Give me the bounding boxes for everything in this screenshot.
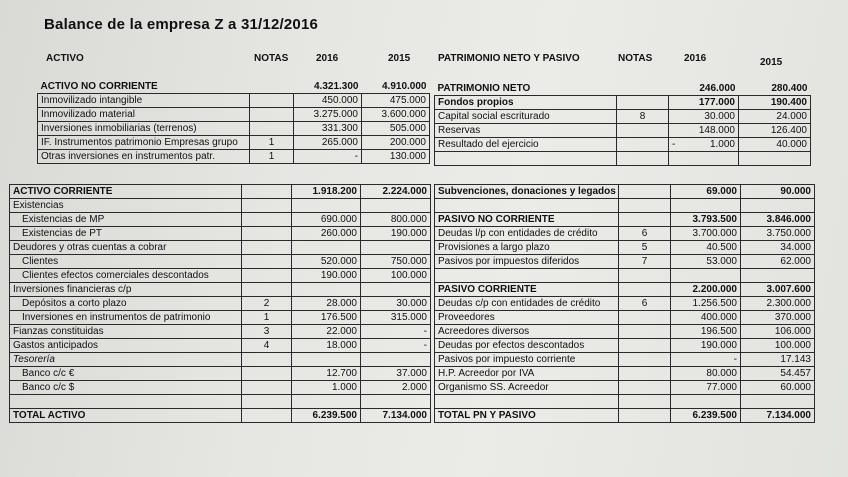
- row-value-2016: [292, 297, 361, 311]
- anc-total-2016: 4.321.300: [314, 81, 359, 92]
- row-value-2015: 200.000: [362, 136, 430, 150]
- row-value-2015: 17.143: [741, 353, 815, 367]
- anc-title: ACTIVO NO CORRIENTE: [40, 81, 158, 92]
- row-nota: 1: [242, 311, 292, 325]
- row-value-2016: [669, 152, 739, 166]
- row-value-2016: [671, 353, 741, 367]
- row-value-2015: 2.000: [361, 381, 431, 395]
- row-value-2016: [292, 255, 361, 269]
- row-label: Existencias de PT: [10, 227, 242, 241]
- value-text: 12.700: [326, 368, 357, 379]
- table-row: [435, 325, 815, 339]
- row-label: [435, 199, 619, 213]
- table-row: [435, 395, 815, 409]
- row-value-2016: [294, 122, 362, 136]
- row-value-2016: [671, 269, 741, 283]
- row-value-2015: -: [361, 325, 431, 339]
- value-text: 80.000: [706, 368, 737, 379]
- value-text: 40.500: [706, 242, 737, 253]
- row-value-2016: [292, 367, 361, 381]
- table-row: [10, 255, 431, 269]
- table-row: [435, 138, 811, 152]
- table-row: [10, 367, 431, 381]
- row-value-2015: 62.000: [741, 255, 815, 269]
- row-value-2015: [741, 269, 815, 283]
- table-row: [435, 297, 815, 311]
- table-row: [435, 381, 815, 395]
- row-value-2016: [294, 94, 362, 108]
- header-notas-left: NOTAS: [254, 53, 289, 64]
- header-notas-right: NOTAS: [618, 53, 653, 64]
- value-text: 1.256.500: [692, 298, 737, 309]
- ac-total-2016: 1.918.200: [292, 185, 361, 199]
- row-label: Gastos anticipados: [10, 339, 242, 353]
- row-nota: 1: [250, 136, 294, 150]
- row-nota: [242, 199, 292, 213]
- row-value-2015: 750.000: [361, 255, 431, 269]
- table-row: [10, 227, 431, 241]
- value-text: -: [733, 354, 737, 365]
- ac-total-2015: 2.224.000: [361, 185, 431, 199]
- row-value-2016: [292, 325, 361, 339]
- row-value-2016: [671, 241, 741, 255]
- table-row: [10, 339, 431, 353]
- row-label: Proveedores: [435, 311, 619, 325]
- row-nota: [619, 199, 671, 213]
- table-row: [435, 227, 815, 241]
- pasivo-table: [434, 184, 815, 423]
- table-row: [435, 152, 811, 166]
- row-value-2015: [361, 283, 431, 297]
- row-value-2016: [671, 325, 741, 339]
- row-value-2015: 60.000: [741, 381, 815, 395]
- table-row: [38, 94, 430, 108]
- row-value-2016: [292, 311, 361, 325]
- row-nota: [242, 227, 292, 241]
- row-label: Subvenciones, donaciones y legados: [435, 185, 619, 199]
- table-row: [10, 213, 431, 227]
- row-nota: [250, 122, 294, 136]
- row-label: Acreedores diversos: [435, 325, 619, 339]
- table-row: [435, 199, 815, 213]
- value-text: 520.000: [320, 256, 357, 267]
- anc-total-2015: 4.910.000: [382, 81, 427, 92]
- row-label: Depósitos a corto plazo: [10, 297, 242, 311]
- row-label: [435, 269, 619, 283]
- row-value-2015: 3.007.600: [741, 283, 815, 297]
- total-activo-2016: 6.239.500: [292, 409, 361, 423]
- header-2015-left: 2015: [388, 53, 411, 64]
- row-value-2015: [361, 241, 431, 255]
- table-row: [435, 269, 815, 283]
- value-text: 265.000: [321, 137, 358, 148]
- table-row: [10, 381, 431, 395]
- row-nota: [250, 108, 294, 122]
- row-nota: 5: [619, 241, 671, 255]
- row-value-2016: [671, 367, 741, 381]
- row-value-2016: [671, 283, 741, 297]
- row-value-2015: 100.000: [361, 269, 431, 283]
- row-label: Clientes efectos comerciales descontados: [10, 269, 242, 283]
- row-value-2015: 190.000: [361, 227, 431, 241]
- row-label: [435, 152, 617, 166]
- row-label: Banco c/c $: [10, 381, 242, 395]
- row-nota: [242, 381, 292, 395]
- row-value-2016: [671, 227, 741, 241]
- sign-prefix: -: [672, 139, 676, 150]
- header-pn-pasivo: PATRIMONIO NETO Y PASIVO: [438, 53, 580, 64]
- row-label: Inmovilizado intangible: [38, 94, 250, 108]
- row-label: Otras inversiones en instrumentos patr.: [38, 150, 250, 164]
- total-pn-pasivo-2016: 6.239.500: [671, 409, 741, 423]
- table-row: [10, 199, 431, 213]
- row-value-2016: [292, 241, 361, 255]
- value-text: 690.000: [320, 214, 357, 225]
- header-2015-right: 2015: [760, 57, 783, 68]
- row-label: Fianzas constituidas: [10, 325, 242, 339]
- row-value-2015: 34.000: [741, 241, 815, 255]
- row-nota: 7: [619, 255, 671, 269]
- row-value-2015: 40.000: [739, 138, 811, 152]
- row-nota: [619, 325, 671, 339]
- ac-title: ACTIVO CORRIENTE: [10, 185, 242, 199]
- total-activo-2015: 7.134.000: [361, 409, 431, 423]
- value-text: 148.000: [698, 125, 735, 136]
- total-pn-pasivo-label: TOTAL PN Y PASIVO: [435, 409, 619, 423]
- value-text: 1.000: [331, 382, 357, 393]
- row-value-2015: 30.000: [361, 297, 431, 311]
- value-text: 190.000: [320, 270, 357, 281]
- row-value-2016: [669, 96, 739, 110]
- header-activo: ACTIVO: [46, 53, 84, 64]
- value-text: 53.000: [706, 256, 737, 267]
- table-row: [38, 136, 430, 150]
- table-row: [38, 122, 430, 136]
- value-text: 176.500: [320, 312, 357, 323]
- pn-title: PATRIMONIO NETO: [437, 83, 531, 94]
- row-label: Capital social escriturado: [435, 110, 617, 124]
- value-text: 30.000: [704, 111, 735, 122]
- row-value-2015: 106.000: [741, 325, 815, 339]
- row-value-2015: [361, 395, 431, 409]
- row-nota: 3: [242, 325, 292, 339]
- row-value-2016: [292, 339, 361, 353]
- row-label: Deudores y otras cuentas a cobrar: [10, 241, 242, 255]
- value-text: 18.000: [326, 340, 357, 351]
- row-nota: [619, 283, 671, 297]
- row-value-2016: [669, 110, 739, 124]
- value-text: -: [354, 151, 358, 162]
- row-value-2016: [292, 353, 361, 367]
- row-label: [435, 395, 619, 409]
- value-text: 190.000: [700, 340, 737, 351]
- value-text: 69.000: [706, 186, 737, 197]
- value-text: 177.000: [698, 97, 735, 108]
- value-text: 450.000: [321, 95, 358, 106]
- row-value-2015: [741, 395, 815, 409]
- row-value-2015: 90.000: [741, 185, 815, 199]
- pn-total-2016: 246.000: [699, 83, 736, 94]
- row-value-2015: 54.457: [741, 367, 815, 381]
- row-value-2015: [739, 152, 811, 166]
- row-label: Organismo SS. Acreedor: [435, 381, 619, 395]
- patrimonio-neto-table: [434, 82, 811, 166]
- value-text: 400.000: [700, 312, 737, 323]
- row-label: Inversiones inmobiliarias (terrenos): [38, 122, 250, 136]
- value-text: 3.793.500: [692, 214, 737, 225]
- table-row: [10, 269, 431, 283]
- row-value-2016: [292, 269, 361, 283]
- table-row: [10, 325, 431, 339]
- value-text: 3.700.000: [692, 228, 737, 239]
- value-text: 77.000: [706, 382, 737, 393]
- row-value-2016: [292, 395, 361, 409]
- row-value-2015: 370.000: [741, 311, 815, 325]
- value-text: 331.300: [321, 123, 358, 134]
- row-value-2016: [292, 199, 361, 213]
- row-nota: [242, 269, 292, 283]
- row-nota: [619, 381, 671, 395]
- table-row: [435, 339, 815, 353]
- row-nota: [242, 395, 292, 409]
- table-row: [38, 150, 430, 164]
- value-text: 3.275.000: [313, 109, 358, 120]
- row-label: PASIVO NO CORRIENTE: [435, 213, 619, 227]
- row-value-2015: 126.400: [739, 124, 811, 138]
- row-label: IF. Instrumentos patrimonio Empresas grupo: [38, 136, 250, 150]
- row-label: [10, 395, 242, 409]
- row-value-2016: [669, 124, 739, 138]
- row-nota: [619, 367, 671, 381]
- row-nota: [619, 213, 671, 227]
- total-activo-label: TOTAL ACTIVO: [10, 409, 242, 423]
- row-value-2015: 190.400: [739, 96, 811, 110]
- row-nota: [617, 124, 669, 138]
- table-row: [10, 311, 431, 325]
- row-nota: 8: [617, 110, 669, 124]
- row-label: PASIVO CORRIENTE: [435, 283, 619, 297]
- row-nota: 6: [619, 227, 671, 241]
- table-row: [10, 395, 431, 409]
- row-nota: [250, 94, 294, 108]
- row-value-2016: [292, 227, 361, 241]
- row-label: Inmovilizado material: [38, 108, 250, 122]
- row-value-2015: 475.000: [362, 94, 430, 108]
- row-nota: [619, 395, 671, 409]
- row-value-2015: -: [361, 339, 431, 353]
- document-title: Balance de la empresa Z a 31/12/2016: [44, 16, 319, 33]
- table-row: [435, 124, 811, 138]
- row-value-2015: [361, 353, 431, 367]
- row-nota: [617, 96, 669, 110]
- row-label: Fondos propios: [435, 96, 617, 110]
- row-value-2015: 800.000: [361, 213, 431, 227]
- row-nota: [242, 255, 292, 269]
- table-row: [435, 283, 815, 297]
- row-value-2016: [294, 136, 362, 150]
- row-label: Pasivos por impuesto corriente: [435, 353, 619, 367]
- row-value-2015: 3.750.000: [741, 227, 815, 241]
- table-row: [435, 311, 815, 325]
- row-nota: [242, 241, 292, 255]
- row-label: Deudas c/p con entidades de crédito: [435, 297, 619, 311]
- table-row: [435, 367, 815, 381]
- table-row: [435, 353, 815, 367]
- row-nota: [242, 353, 292, 367]
- row-value-2016: [671, 185, 741, 199]
- row-nota: [619, 353, 671, 367]
- value-text: 2.200.000: [692, 284, 737, 295]
- row-label: Clientes: [10, 255, 242, 269]
- row-label: Existencias de MP: [10, 213, 242, 227]
- table-row: [435, 241, 815, 255]
- row-label: Deudas por efectos descontados: [435, 339, 619, 353]
- table-row: [435, 255, 815, 269]
- header-2016-left: 2016: [316, 53, 339, 64]
- row-value-2015: [361, 199, 431, 213]
- table-row: [38, 108, 430, 122]
- value-text: 28.000: [326, 298, 357, 309]
- activo-no-corriente-table: [37, 80, 430, 164]
- row-value-2015: 3.600.000: [362, 108, 430, 122]
- row-nota: [242, 367, 292, 381]
- row-value-2015: 2.300.000: [741, 297, 815, 311]
- row-label: Provisiones a largo plazo: [435, 241, 619, 255]
- row-value-2016: [671, 297, 741, 311]
- row-value-2016: [294, 150, 362, 164]
- row-value-2015: 3.846.000: [741, 213, 815, 227]
- row-value-2016: [292, 213, 361, 227]
- row-nota: 1: [250, 150, 294, 164]
- row-value-2015: 130.000: [362, 150, 430, 164]
- value-text: 1.000: [709, 139, 735, 150]
- value-text: 196.500: [700, 326, 737, 337]
- header-2016-right: 2016: [684, 53, 707, 64]
- row-label: Resultado del ejercicio: [435, 138, 617, 152]
- row-nota: 2: [242, 297, 292, 311]
- table-row: [10, 241, 431, 255]
- value-text: 22.000: [326, 326, 357, 337]
- table-row: [10, 353, 431, 367]
- row-value-2015: 24.000: [739, 110, 811, 124]
- row-value-2015: 505.000: [362, 122, 430, 136]
- row-nota: [242, 213, 292, 227]
- row-label: Reservas: [435, 124, 617, 138]
- activo-corriente-table: [9, 184, 431, 423]
- row-value-2016: [671, 395, 741, 409]
- row-nota: 4: [242, 339, 292, 353]
- table-row: [10, 283, 431, 297]
- row-value-2015: [741, 199, 815, 213]
- table-row: [435, 185, 815, 199]
- row-value-2016: [671, 199, 741, 213]
- row-value-2016: [671, 311, 741, 325]
- row-nota: [619, 269, 671, 283]
- row-value-2016: [294, 108, 362, 122]
- row-nota: [619, 339, 671, 353]
- row-nota: [242, 283, 292, 297]
- total-pn-pasivo-2015: 7.134.000: [741, 409, 815, 423]
- row-label: Existencias: [10, 199, 242, 213]
- row-nota: [617, 138, 669, 152]
- row-nota: [619, 311, 671, 325]
- pn-total-2015: 280.400: [771, 83, 808, 94]
- row-value-2015: 37.000: [361, 367, 431, 381]
- table-row: [435, 213, 815, 227]
- table-row: [435, 110, 811, 124]
- row-label: Banco c/c €: [10, 367, 242, 381]
- row-value-2015: 100.000: [741, 339, 815, 353]
- row-value-2016: [292, 283, 361, 297]
- row-value-2016: [671, 339, 741, 353]
- value-text: 260.000: [320, 228, 357, 239]
- row-label: Deudas l/p con entidades de crédito: [435, 227, 619, 241]
- row-label: H.P. Acreedor por IVA: [435, 367, 619, 381]
- row-nota: 6: [619, 297, 671, 311]
- row-label: Inversiones en instrumentos de patrimonio: [10, 311, 242, 325]
- row-label: Inversiones financieras c/p: [10, 283, 242, 297]
- table-row: [435, 96, 811, 110]
- table-row: [10, 297, 431, 311]
- row-nota: [617, 152, 669, 166]
- row-value-2016: [671, 255, 741, 269]
- row-value-2016: [669, 138, 739, 152]
- row-nota: [619, 185, 671, 199]
- row-value-2016: [292, 381, 361, 395]
- row-label: Tesorería: [10, 353, 242, 367]
- row-value-2016: [671, 381, 741, 395]
- row-label: Pasivos por impuestos diferidos: [435, 255, 619, 269]
- row-value-2016: [671, 213, 741, 227]
- row-value-2015: 315.000: [361, 311, 431, 325]
